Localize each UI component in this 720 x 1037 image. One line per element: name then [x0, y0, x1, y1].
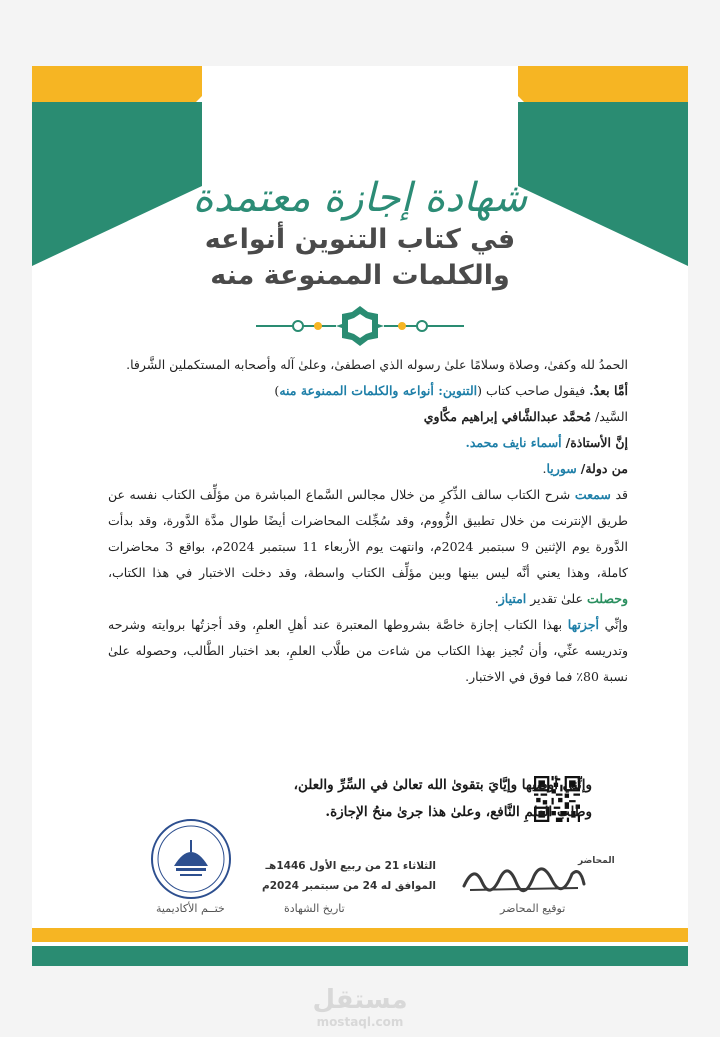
intro-paragraph: الحمدُ لله وكفىٰ، وصلاة وسلامًا علىٰ رسوله الذي اصطفىٰ، وعلىٰ آله وأصحابه المستكملين الشَّرفا.: [126, 357, 628, 372]
book-name: التنوين: أنواعه والكلمات الممنوعة منه: [279, 383, 478, 398]
certificate-page: [32, 66, 688, 966]
certificate-title-block: [32, 174, 688, 294]
obtained-word: وحصلت: [586, 591, 628, 606]
signature-caption: توقيع المحاضر: [500, 902, 566, 915]
country-label: من دولة/: [580, 461, 628, 476]
ijaza-text: بهذا الكتاب إجازة خاصَّة بشروطها المعتبرة عند أهلِ العلمِ، وقد أجزتُها بروايته وشرحه وتدريسه عنِّي، وأن تُجيز بهذا الكتاب من شاءت من طلَّاب العلمِ، بعد اختبار الطَّالب، وحصوله علىٰ نسبة 80٪ فما فوق في الاختبار.: [108, 617, 628, 684]
lecturer-label: المحاضر: [578, 856, 615, 866]
ijaza-pre: وإنِّي: [604, 617, 628, 632]
country-name: سوريا: [546, 461, 577, 476]
ijaza-paragraph: [108, 612, 628, 690]
author-line: [108, 404, 628, 430]
handwritten-signature-icon: [460, 856, 588, 896]
heard-word: سمعت: [574, 487, 611, 502]
grade-pre: علىٰ تقدير: [530, 591, 583, 606]
ornament-divider-icon: [252, 304, 468, 348]
mostaql-watermark: [0, 986, 720, 1030]
certificate-title: شهادة إجازة معتمدة: [192, 175, 528, 221]
hearing-paragraph: قد سمعت شرح الكتاب سالف الذِّكرِ من خلال مجالس السَّماع المباشرة من مؤلِّف الكتاب نفسه عن طريق الإنترنت من خلال تطبيق الزُّووم، وقد سُجِّلت المحاضرات أيضًا طوال مدَّة الدَّورة، وقد بدأت الدَّورة يوم الإثنين 9 سبتمبر 2024م، وانتهت يوم الأربعاء 11 سبتمبر 2024م، بواقع 3 محاضرات كاملة، وهذا يعني أنَّه ليس بينها وبين مؤلِّف الكتاب واسطة، وقد دخلت الاختبار في هذا الكتاب، وحصلت علىٰ تقدير امتياز.: [108, 487, 628, 606]
footer-yellow-band: [32, 928, 688, 942]
author-name: مُحمَّد عبدالشَّافي إبراهيم مكَّاوي: [423, 409, 592, 424]
student-line: [108, 430, 628, 456]
certificate-date: [256, 856, 436, 896]
book-suffix: ): [274, 383, 280, 398]
closing-line-2: وطلب العلمِ النَّافع، وعلىٰ هذا جرىٰ منحُ الإجازة.: [325, 804, 592, 820]
date-hijri: الثلاثاء 21 من ربيع الأول 1446هـ: [265, 860, 436, 872]
country-end: .: [542, 461, 547, 476]
book-title-line1: في كتاب التنوين أنواعه: [204, 224, 516, 255]
grade-value: امتياز: [498, 591, 527, 606]
amma-bad-text: أمَّا بعدُ.: [589, 383, 628, 398]
academy-seal-icon: [150, 818, 232, 900]
watermark-url: mostaql.com: [316, 1015, 404, 1029]
student-name: أسماء نايف محمد.: [465, 435, 562, 450]
certificate-body: [108, 352, 628, 690]
footer-green-band: [32, 946, 688, 966]
date-caption: تاريخ الشهادة: [284, 902, 345, 915]
seal-caption: ختــم الأكاديمية: [156, 902, 225, 915]
book-prefix: فيقول صاحب كتاب (: [477, 383, 586, 398]
ijaza-word: أجزتها: [567, 617, 599, 632]
student-label: إنَّ الأستاذة/: [565, 435, 628, 450]
author-label: السَّيد/: [595, 409, 628, 424]
hearing-text: شرح الكتاب سالف الذِّكرِ من خلال مجالس السَّماع المباشرة من مؤلِّف الكتاب نفسه عن طريق الإنترنت من خلال تطبيق الزُّووم، وقد سُجِّلت المحاضرات أيضًا طوال مدَّة الدَّورة، وقد بدأت الدَّورة يوم الإثنين 9 سبتمبر 2024م، وانتهت يوم الأربعاء 11 سبتمبر 2024م، بواقع 3 محاضرات كاملة، وهذا يعني أنَّه ليس بينها وبين مؤلِّف الكتاب واسطة، وقد دخلت الاختبار في هذا الكتاب،: [108, 487, 628, 580]
closing-text: [294, 772, 592, 826]
watermark-logo: مستقل: [312, 985, 408, 1015]
date-gregorian: الموافق له 24 من سبتمبر 2024م: [262, 880, 436, 892]
closing-line-1: وإنِّني أوصيها وإيَّايَ بتقوىٰ الله تعالىٰ في السِّرِّ والعلن،: [293, 777, 592, 793]
book-title-line2: والكلمات الممنوعة منه: [210, 260, 510, 291]
book-line: [108, 378, 628, 404]
country-line: [108, 456, 628, 482]
hearing-pre: قد: [615, 487, 628, 502]
